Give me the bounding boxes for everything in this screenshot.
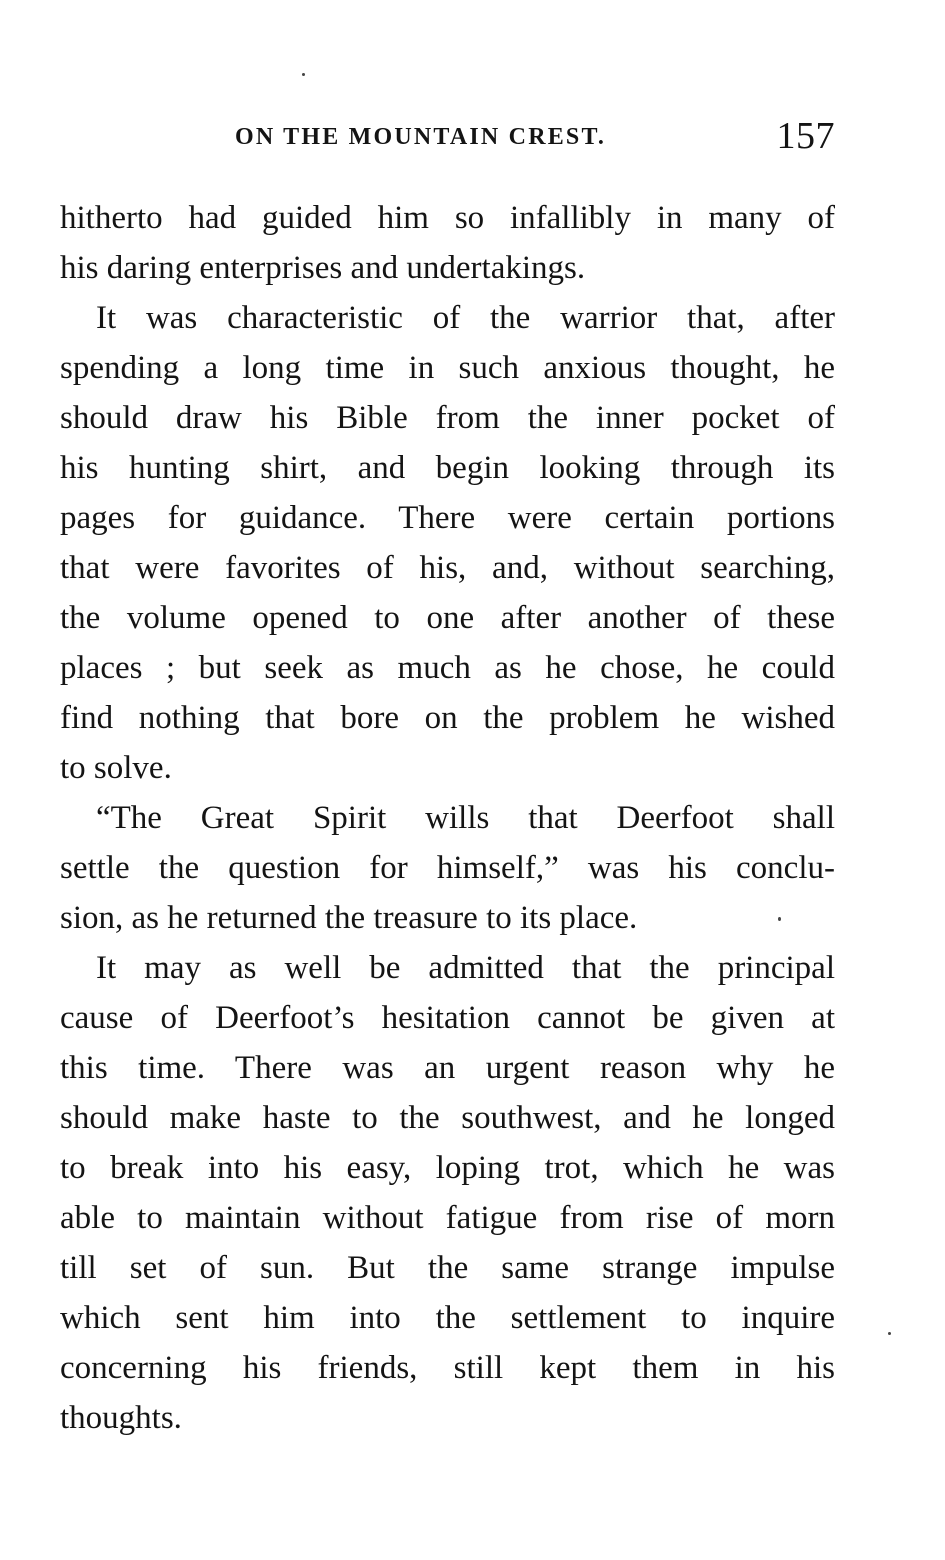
text-line: settle the question for himself,” was his conclu- <box>60 850 835 886</box>
text-line: that were favorites of his, and, without searching, <box>60 550 835 586</box>
body-text <box>60 193 835 1443</box>
text-line: sion, as he returned the treasure to its place. <box>60 900 638 936</box>
print-speck <box>302 73 305 76</box>
text-line: the volume opened to one after another of these <box>60 600 835 636</box>
paragraph-first-line: It was characteristic of the warrior that, after <box>96 300 835 336</box>
text-line: to solve. <box>60 750 172 786</box>
text-line: hitherto had guided him so infallibly in many of <box>60 200 835 236</box>
text-line: his hunting shirt, and begin looking through its <box>60 450 835 486</box>
paragraph-first-line: It may as well be admitted that the principal <box>96 950 835 986</box>
text-line: should draw his Bible from the inner pocket of <box>60 400 835 436</box>
text-line: spending a long time in such anxious thought, he <box>60 350 835 386</box>
paragraph-first-line: “The Great Spirit wills that Deerfoot shall <box>96 800 835 836</box>
text-line: this time. There was an urgent reason why he <box>60 1050 835 1086</box>
page-number: 157 <box>776 115 835 157</box>
text-line: his daring enterprises and undertakings. <box>60 250 586 286</box>
text-line: find nothing that bore on the problem he wished <box>60 700 835 736</box>
text-line: places ; but seek as much as he chose, he could <box>60 650 835 686</box>
print-speck <box>888 1332 891 1335</box>
text-line: cause of Deerfoot’s hesitation cannot be given at <box>60 1000 835 1036</box>
text-line: to break into his easy, loping trot, which he was <box>60 1150 835 1186</box>
text-line: pages for guidance. There were certain portions <box>60 500 835 536</box>
page-header <box>60 110 835 160</box>
text-line: able to maintain without fatigue from rise of morn <box>60 1200 835 1236</box>
text-line: till set of sun. But the same strange impulse <box>60 1250 835 1286</box>
text-line: which sent him into the settlement to inquire <box>60 1300 835 1336</box>
text-line: concerning his friends, still kept them in his <box>60 1350 835 1386</box>
running-title: ON THE MOUNTAIN CREST. <box>235 124 607 150</box>
text-line: should make haste to the southwest, and he longed <box>60 1100 835 1136</box>
text-line: thoughts. <box>60 1400 182 1436</box>
